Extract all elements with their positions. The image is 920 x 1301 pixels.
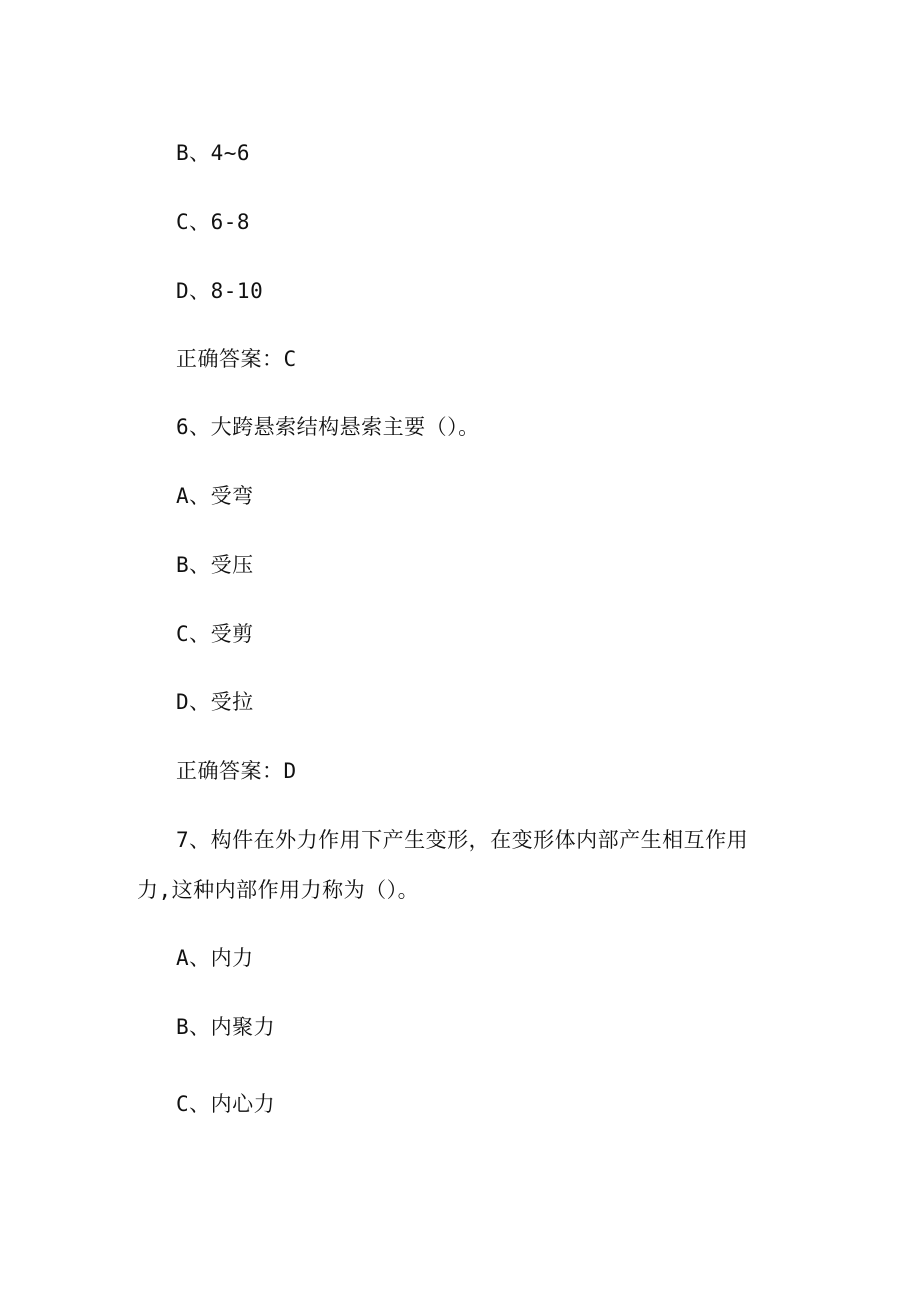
option-c-q5: C、6-8 <box>176 210 251 234</box>
option-b-q6: B、受压 <box>176 553 254 577</box>
option-b-q7: B、内聚力 <box>176 1015 276 1039</box>
option-d-q5: D、8-10 <box>176 279 264 303</box>
question-6: 6、大跨悬索结构悬索主要（）。 <box>176 415 480 439</box>
option-a-q6: A、受弯 <box>176 484 254 508</box>
option-d-q6: D、受拉 <box>176 690 254 714</box>
option-c-q6: C、受剪 <box>176 622 254 646</box>
option-c-q7: C、内心力 <box>176 1092 276 1116</box>
question-7-line-2: 力,这种内部作用力称为（）。 <box>137 878 420 902</box>
answer-q6: 正确答案：D <box>176 759 297 783</box>
option-b-q5: B、4~6 <box>176 141 251 165</box>
option-a-q7: A、内力 <box>176 946 254 970</box>
question-7-line-1: 7、构件在外力作用下产生变形，在变形体内部产生相互作用 <box>176 828 749 852</box>
answer-q5: 正确答案：C <box>176 347 297 371</box>
